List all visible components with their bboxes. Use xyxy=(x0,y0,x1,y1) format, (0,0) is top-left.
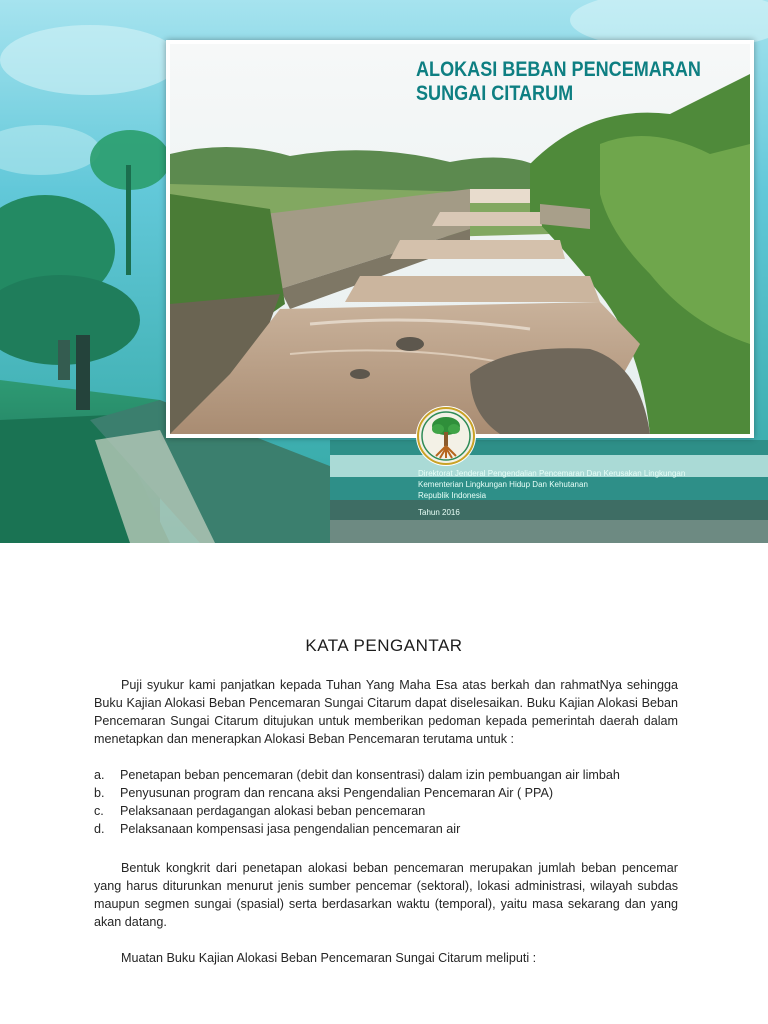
publisher-line-3: Republik Indonesia xyxy=(418,491,487,500)
list-marker: c. xyxy=(94,804,104,818)
list-marker: a. xyxy=(94,768,105,782)
foreword-body xyxy=(94,676,678,967)
publisher-line-1: Direktorat Jenderal Pengendalian Pencemaran Dan Kerusakan Lingkungan xyxy=(418,469,686,478)
list-item xyxy=(94,784,678,802)
foreword-heading: KATA PENGANTAR xyxy=(305,636,463,655)
publication-year: Tahun 2016 xyxy=(418,508,460,517)
publisher-line-2: Kementerian Lingkungan Hidup Dan Kehutanan xyxy=(418,480,588,489)
list-item xyxy=(94,766,678,784)
publisher-info xyxy=(418,468,748,518)
foreword-paragraph-3: Muatan Buku Kajian Alokasi Beban Pencemaran Sungai Citarum meliputi : xyxy=(121,951,537,965)
cover-title xyxy=(416,58,701,106)
cover-title-line-2: SUNGAI CITARUM xyxy=(416,82,574,105)
list-marker: d. xyxy=(94,822,105,836)
cover-title-line-1: ALOKASI BEBAN PENCEMARAN xyxy=(416,58,701,81)
ministry-emblem-icon xyxy=(414,404,478,468)
foreword-paragraph-2: Bentuk kongkrit dari penetapan alokasi beban pencemaran merupakan jumlah beban pencemar yang harus diturunkan menurut jenis sumber pencemar (sektoral), lokasi administrasi, wilayah subdas maupun segmen sungai (spasial) serta berdasarkan waktu (temporal), yaitu masa sekarang dan yang akan datang. xyxy=(94,861,678,929)
list-item-text: Penyusunan program dan rencana aksi Pengendalian Pencemaran Air ( PPA) xyxy=(120,786,554,800)
foreword-paragraph-1: Puji syukur kami panjatkan kepada Tuhan Yang Maha Esa atas berkah dan rahmatNya sehingga Buku Kajian Alokasi Beban Pencemaran Sungai Citarum dapat diselesaikan. Buku Kajian Alokasi Beban Pencemaran Sungai Citarum ditujukan untuk memberikan pedoman kepada pemerintah daerah dalam menetapkan dan menerapkan Alokasi Beban Pencemaran terutama untuk : xyxy=(94,678,678,746)
list-item-text: Penetapan beban pencemaran (debit dan konsentrasi) dalam izin pembuangan air limbah xyxy=(120,768,620,782)
list-marker: b. xyxy=(94,786,105,800)
list-item-text: Pelaksanaan perdagangan alokasi beban pencemaran xyxy=(120,804,426,818)
list-item xyxy=(94,820,678,838)
list-item-text: Pelaksanaan kompensasi jasa pengendalian pencemaran air xyxy=(120,822,461,836)
list-item xyxy=(94,802,678,820)
purpose-list xyxy=(94,766,678,838)
